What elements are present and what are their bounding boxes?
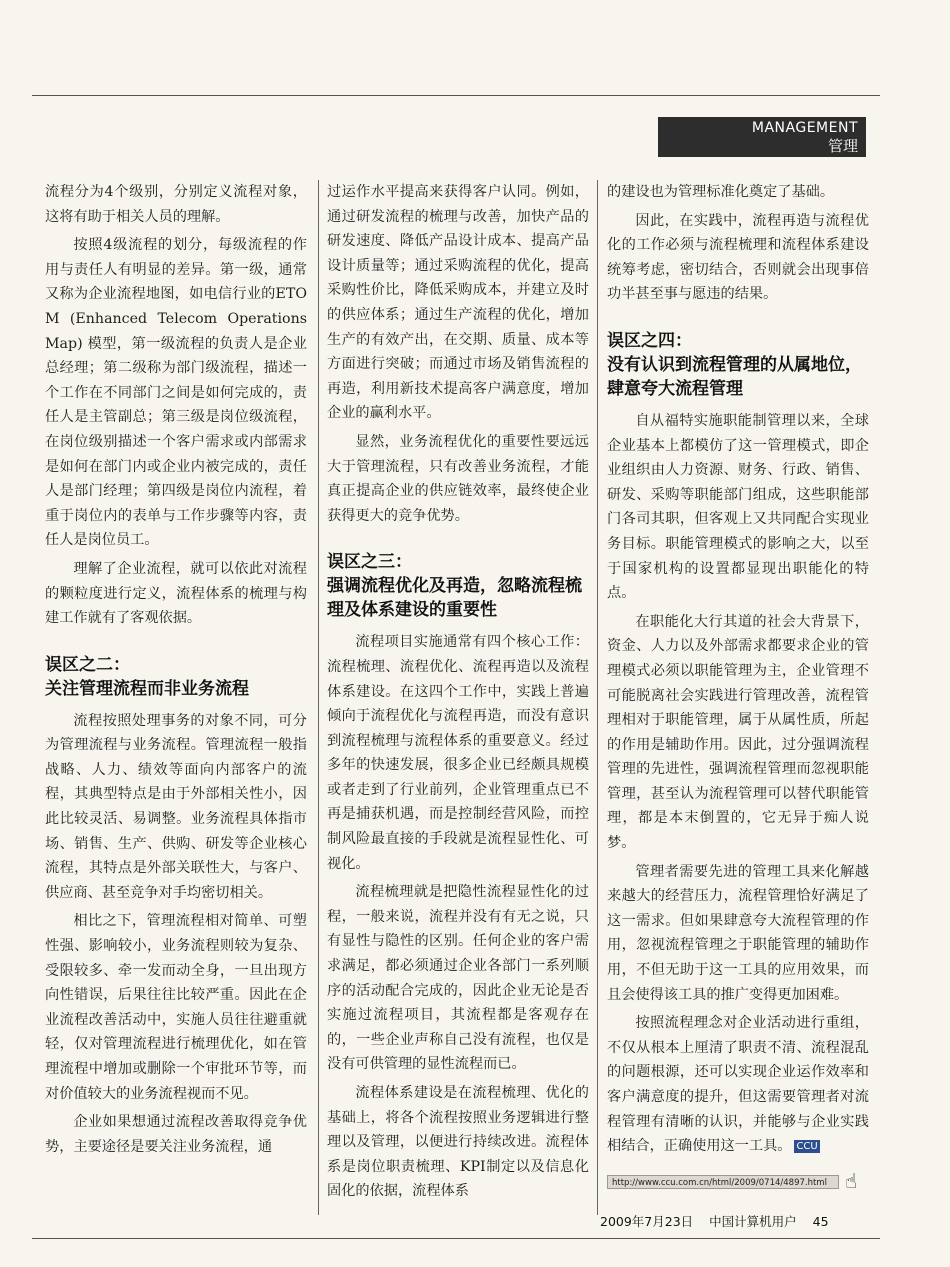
section-heading bbox=[45, 653, 307, 701]
footer-publication: 中国计算机用户 bbox=[709, 1214, 797, 1229]
body-paragraph bbox=[607, 610, 869, 856]
body-paragraph bbox=[45, 557, 307, 631]
body-paragraph bbox=[327, 1081, 589, 1204]
paragraph-text: 流程体系建设是在流程梳理、优化的基础上，将各个流程按照业务逻辑进行整理以及管理，以便进行持续改进。流程体系是岗位职责梳理、KPI制定以及信息化固化的依据，流程体系 bbox=[327, 1085, 589, 1200]
paragraph-text: 管理者需要先进的管理工具来化解越来越大的经营压力，流程管理恰好满足了这一需求。但如果肆意夸大流程管理的作用，忽视流程管理之于职能管理的辅助作用，不但无助于这一工具的应用效果，而且会使得该工具的推广变得更加困难。 bbox=[607, 863, 869, 1003]
column-rule bbox=[597, 180, 598, 1215]
body-paragraph bbox=[607, 209, 869, 307]
body-paragraph bbox=[327, 180, 589, 426]
frame-bottom-rule bbox=[32, 1238, 880, 1239]
body-paragraph bbox=[45, 233, 307, 553]
page-footer bbox=[600, 1212, 841, 1230]
paragraph-text: 流程按照处理事务的对象不同，可分为管理流程与业务流程。管理流程一般指战略、人力、绩效等面向内部客户的流程，其典型特点是由于外部相关性小，因此比较灵活、易调整。业务流程具体指市场、销售、生产、供购、研发等企业核心流程，其特点是外部关联性大，与客户、供应商、甚至竞争对手均密切相关。 bbox=[45, 712, 307, 901]
frame-top-rule bbox=[32, 95, 880, 96]
section-title: 强调流程优化及再造，忽略流程梳理及体系建设的重要性 bbox=[327, 576, 582, 621]
section-tag-en: MANAGEMENT bbox=[751, 120, 858, 136]
body-paragraph bbox=[45, 909, 307, 1106]
body-paragraph bbox=[327, 880, 589, 1077]
section-kicker: 误区之四： bbox=[607, 330, 692, 351]
paragraph-text: 的建设也为管理标准化奠定了基础。 bbox=[607, 184, 835, 200]
pointing-hand-icon: ☝ bbox=[845, 1168, 858, 1193]
section-kicker: 误区之三： bbox=[327, 552, 412, 573]
article-column-3 bbox=[607, 180, 869, 1195]
section-heading bbox=[607, 329, 869, 401]
body-paragraph bbox=[45, 1110, 307, 1159]
paragraph-text: 自从福特实施职能制管理以来，全球企业基本上都模仿了这一管理模式，即企业组织由人力资源、财务、行政、销售、研发、采购等职能部门组成，这些职能部门各司其职，但客观上又共同配合实现业务目标。职能管理模式的影响之大，以至于国家机构的设置都显现出职能化的特点。 bbox=[607, 412, 869, 602]
paragraph-text: 过运作水平提高来获得客户认同。例如，通过研发流程的梳理与改善，加快产品的研发速度、降低产品设计成本、提高产品设计质量等；通过采购流程的优化，提高采购性价比，降低采购成本，并建立及时的供应体系；通过生产流程的优化，增加生产的有效产出，在交期、质量、成本等方面进行突破；而通过市场及销售流程的再造，利用新技术提高客户满意度，增加企业的赢利水平。 bbox=[327, 184, 589, 422]
paragraph-text: 显然，业务流程优化的重要性要远远大于管理流程，只有改善业务流程，才能真正提高企业的供应链效率，最终使企业获得更大的竞争优势。 bbox=[327, 433, 589, 524]
paragraph-text: 企业如果想通过流程改善取得竞争优势，主要途径是要关注业务流程，通 bbox=[45, 1114, 307, 1155]
body-paragraph bbox=[607, 860, 869, 1008]
end-mark-logo: CCU bbox=[796, 1140, 818, 1152]
section-tag-zh: 管理 bbox=[827, 137, 858, 155]
body-paragraph bbox=[327, 430, 589, 528]
article-link-box bbox=[607, 1169, 869, 1195]
paragraph-text: 按照流程理念对企业活动进行重组，不仅从根本上厘清了职责不清、流程混乱的问题根源，还可以实现企业运作效率和客户满意度的提升，但这需要管理者对流程管理有清晰的认识，并能够与企业实践相结合，正确使用这一工具。 bbox=[607, 1015, 869, 1155]
paragraph-text: 流程梳理就是把隐性流程显性化的过程，一般来说，流程并没有有无之说，只有显性与隐性的区别。任何企业的客户需求满足，都必须通过企业各部门一系列顺序的活动配合完成的，因此企业无论是否实施过流程项目，其流程都是客观存在的，一些企业声称自己没有流程，也仅是没有可供管理的显性流程而已。 bbox=[327, 884, 589, 1073]
paragraph-text: 在职能化大行其道的社会大背景下，资金、人力以及外部需求都要求企业的管理模式必须以职能管理为主，企业管理不可能脱离社会实践进行管理改善，流程管理相对于职能管理，属于从属性质，所起的作用是辅助作用。因此，过分强调流程管理的先进性，强调流程管理而忽视职能管理，甚至认为流程管理可以替代职能管理，都是本末倒置的，它无异于痴人说梦。 bbox=[607, 613, 869, 852]
paragraph-text: 流程分为4个级别，分别定义流程对象，这将有助于相关人员的理解。 bbox=[45, 184, 307, 225]
column-rule bbox=[318, 180, 319, 1215]
article-column-1 bbox=[45, 180, 307, 1159]
footer-date: 2009年7月23日 bbox=[600, 1214, 694, 1229]
body-paragraph bbox=[607, 180, 869, 205]
body-paragraph bbox=[607, 1011, 869, 1159]
body-paragraph bbox=[45, 709, 307, 906]
section-kicker: 误区之二： bbox=[45, 654, 130, 675]
paragraph-text: 理解了企业流程，就可以依此对流程的颗粒度进行定义，流程体系的梳理与构建工作就有了客观依据。 bbox=[45, 560, 307, 627]
section-title: 没有认识到流程管理的从属地位，肆意夸大流程管理 bbox=[607, 354, 862, 399]
article-column-2 bbox=[327, 180, 589, 1204]
paragraph-text: 因此，在实践中，流程再造与流程优化的工作必须与流程梳理和流程体系建设统筹考虑，密切结合，否则就会出现事倍功半甚至事与愿违的结果。 bbox=[607, 212, 869, 303]
section-tag bbox=[658, 117, 866, 157]
paragraph-text: 流程项目实施通常有四个核心工作：流程梳理、流程优化、流程再造以及流程体系建设。在这四个工作中，实践上普遍倾向于流程优化与流程再造，而没有意识到流程梳理与流程体系的重要意义。经过多年的快速发展，很多企业已经颇具规模或者走到了行业前列，企业管理重点已不再是捕获机遇，而是控制经营风险，而控制风险最直接的手段就是流程显性化、可视化。 bbox=[327, 634, 589, 872]
article-url-link[interactable]: http://www.ccu.com.cn/html/2009/0714/4897.html bbox=[607, 1175, 839, 1189]
footer-page-number: 45 bbox=[812, 1214, 829, 1229]
body-paragraph bbox=[607, 409, 869, 606]
section-title: 关注管理流程而非业务流程 bbox=[45, 678, 249, 699]
paragraph-text: 按照4级流程的划分，每级流程的作用与责任人有明显的差异。第一级，通常又称为企业流程地图，如电信行业的ETOM (Enhanced Telecom Operations Map) 模型，第一级流程的负责人是企业总经理；第二级称为部门级流程，描述一个工作在不同部门之间是如何完成的，责任人是主管副总；第三级是岗位级流程，在岗位级别描述一个客户需求或内部需求是如何在部门内或企业内被完成的，责任人是部门经理；第四级是岗位内流程，着重于岗位内的表单与工作步骤等内容，责任人是岗位员工。 bbox=[45, 237, 307, 549]
paragraph-text: 相比之下，管理流程相对简单、可塑性强、影响较小，业务流程则较为复杂、受限较多、牵一发而动全身，一旦出现方向性错误，后果往往比较严重。因此在企业流程改善活动中，实施人员往往避重就轻，仅对管理流程进行梳理优化，如在管理流程中增加或删除一个审批环节等，而对价值较大的业务流程视而不见。 bbox=[45, 913, 307, 1102]
body-paragraph bbox=[327, 630, 589, 876]
section-heading bbox=[327, 550, 589, 622]
body-paragraph bbox=[45, 180, 307, 229]
